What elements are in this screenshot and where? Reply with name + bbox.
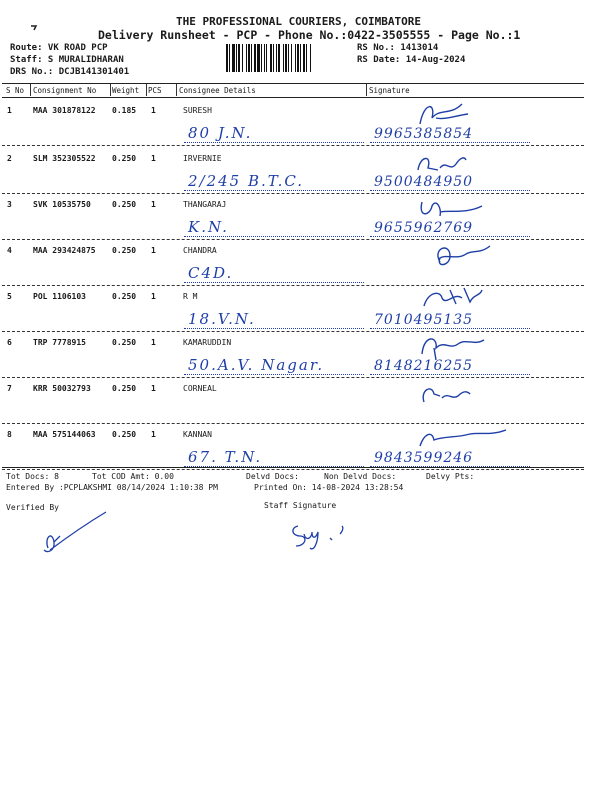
row-sno: 3: [7, 200, 12, 209]
entered-by: Entered By :PCPLAKSHMI 08/14/2024 1:10:38 PM: [6, 483, 218, 492]
row-consignee-name: CHANDRA: [183, 246, 217, 255]
row-handwritten-phone: 9655962769: [374, 220, 474, 236]
row-consignment-no: POL 1106103: [33, 292, 86, 301]
row-consignee-name: THANGARAJ: [183, 200, 227, 209]
row-consignment-no: MAA 575144063: [33, 430, 96, 439]
row-consignment-no: SLM 352305522: [33, 154, 96, 163]
row-weight: 0.250: [112, 154, 137, 163]
row-signature: [410, 98, 510, 132]
row-consignee-name: CORNEAL: [183, 384, 217, 393]
row-handwritten-address: C4D.: [188, 264, 234, 282]
row-weight: 0.250: [112, 430, 137, 439]
row-sno: 6: [7, 338, 12, 347]
row-pcs: 1: [151, 154, 156, 163]
row-consignee-name: R M: [183, 292, 198, 301]
row-sno: 7: [7, 384, 12, 393]
row-signature: [410, 330, 510, 364]
row-handwritten-address: 50.A.V. Nagar.: [188, 356, 325, 374]
row-pcs: 1: [151, 384, 156, 393]
row-handwritten-address: 2/245 B.T.C.: [188, 172, 305, 190]
staff-label: Staff: S MURALIDHARAN: [10, 55, 124, 65]
row-sno: 5: [7, 292, 12, 301]
row-signature: [410, 238, 510, 272]
row-pcs: 1: [151, 292, 156, 301]
row-handwritten-address: 67. T.N.: [188, 448, 263, 466]
staff-signature-label: Staff Signature: [264, 501, 337, 510]
row-sno: 2: [7, 154, 12, 163]
row-handwritten-address: K.N.: [188, 218, 229, 236]
row-weight: 0.250: [112, 246, 137, 255]
row-signature: [410, 422, 510, 456]
row-handwritten-address: 18.V.N.: [188, 310, 256, 328]
verifier-signature: [36, 508, 108, 558]
verified-by-label: Verified By: [6, 503, 59, 512]
row-sno: 4: [7, 246, 12, 255]
row-signature: [410, 284, 510, 318]
row-consignment-no: SVK 10535750: [33, 200, 91, 209]
col-consignee: Consignee Details: [179, 86, 256, 95]
col-weight: Weight: [112, 86, 140, 95]
row-consignee-name: IRVERNIE: [183, 154, 222, 163]
col-sno: S No: [6, 86, 25, 95]
row-consignee-name: KAMARUDDIN: [183, 338, 232, 347]
drs-label: DRS No.: DCJB141301401: [10, 67, 130, 77]
row-consignment-no: MAA 293424875: [33, 246, 96, 255]
printed-on: Printed On: 14-08-2024 13:28:54: [254, 483, 404, 492]
row-sno: 8: [7, 430, 12, 439]
row-signature: [410, 376, 510, 410]
scan-mark-icon: [30, 25, 40, 31]
total-cod: Tot COD Amt: 0.00: [92, 472, 174, 481]
row-pcs: 1: [151, 338, 156, 347]
row-weight: 0.185: [112, 106, 137, 115]
row-handwritten-phone: 8148216255: [374, 358, 474, 374]
barcode: [226, 44, 344, 72]
non-delivered-docs: Non Delvd Docs:: [324, 472, 397, 481]
row-weight: 0.250: [112, 338, 137, 347]
row-consignee-name: SURESH: [183, 106, 212, 115]
row-signature: [410, 192, 510, 226]
row-weight: 0.250: [112, 292, 137, 301]
row-consignment-no: TRP 7778915: [33, 338, 86, 347]
col-consignment: Consignment No: [33, 86, 97, 95]
col-pcs: PCS: [148, 86, 162, 95]
row-pcs: 1: [151, 246, 156, 255]
row-consignee-name: KANNAN: [183, 430, 212, 439]
col-signature: Signature: [369, 86, 410, 95]
row-weight: 0.250: [112, 384, 137, 393]
row-pcs: 1: [151, 106, 156, 115]
row-pcs: 1: [151, 200, 156, 209]
total-docs: Tot Docs: 8: [6, 472, 59, 481]
row-handwritten-phone: 9965385854: [374, 126, 474, 142]
row-handwritten-phone: 9500484950: [374, 174, 474, 190]
delivered-docs: Delvd Docs:: [246, 472, 299, 481]
row-signature: [410, 146, 510, 180]
row-consignment-no: MAA 301878122: [33, 106, 96, 115]
runsheet-subtitle: Delivery Runsheet - PCP - Phone No.:0422-3505555 - Page No.:1: [98, 28, 521, 42]
row-handwritten-phone: 9843599246: [374, 450, 474, 466]
rs-number: RS No.: 1413014: [357, 43, 439, 53]
delivery-points: Delvy Pts:: [426, 472, 475, 481]
row-handwritten-phone: 7010495135: [374, 312, 474, 328]
row-sno: 1: [7, 106, 12, 115]
row-consignment-no: KRR 50032793: [33, 384, 91, 393]
row-pcs: 1: [151, 430, 156, 439]
row-handwritten-address: 80 J.N.: [188, 124, 253, 142]
route-label: Route: VK ROAD PCP: [10, 43, 108, 53]
company-title: THE PROFESSIONAL COURIERS, COIMBATORE: [176, 15, 422, 28]
rs-date: RS Date: 14-Aug-2024: [357, 55, 466, 65]
row-weight: 0.250: [112, 200, 137, 209]
staff-signature: [288, 518, 358, 554]
